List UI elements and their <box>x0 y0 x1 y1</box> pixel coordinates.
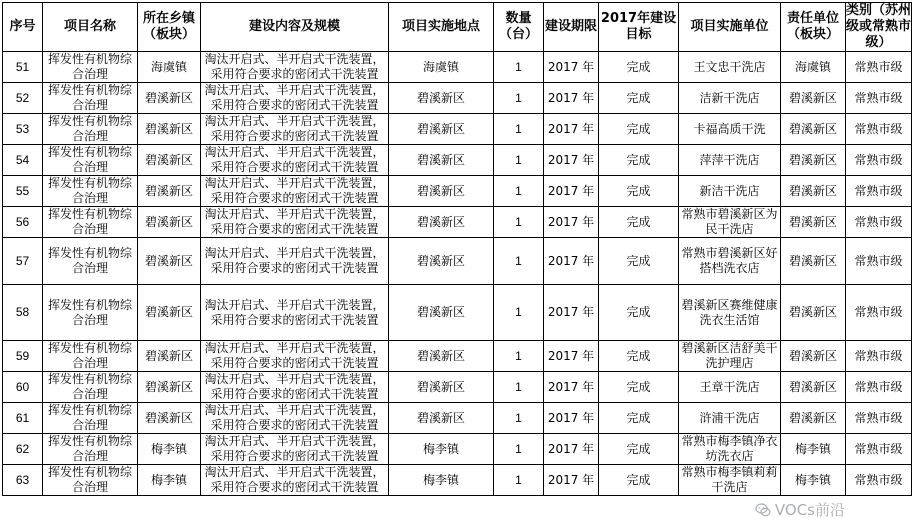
watermark-text: VOCs前沿 <box>774 501 845 519</box>
header-project-name: 项目名称 <box>43 3 138 52</box>
cell-town: 碧溪新区 <box>138 207 201 238</box>
cell-goal: 完成 <box>599 372 679 403</box>
cell-goal: 完成 <box>599 238 679 285</box>
cell-town: 碧溪新区 <box>138 238 201 285</box>
cell-location: 碧溪新区 <box>389 176 494 207</box>
header-town: 所在乡镇（板块） <box>138 3 201 52</box>
cell-period: 2017 年 <box>544 145 599 176</box>
cell-period: 2017 年 <box>544 341 599 372</box>
header-goal: 2017年建设目标 <box>599 3 679 52</box>
cell-responsible: 碧溪新区 <box>781 238 846 285</box>
cell-scope: 淘汰开启式、半开启式干洗装置，采用符合要求的密闭式干洗装置 <box>201 238 389 285</box>
cell-seq: 58 <box>3 285 43 341</box>
table-row <box>3 238 912 285</box>
cell-scope: 淘汰开启式、半开启式干洗装置，采用符合要求的密闭式干洗装置 <box>201 145 389 176</box>
cell-unit: 常熟市碧溪新区为民干洗店 <box>679 207 781 238</box>
cell-project-name: 挥发性有机物综合治理 <box>43 238 138 285</box>
cell-seq: 62 <box>3 434 43 465</box>
cell-period: 2017 年 <box>544 285 599 341</box>
cell-scope: 淘汰开启式、半开启式干洗装置，采用符合要求的密闭式干洗装置 <box>201 207 389 238</box>
cell-location: 碧溪新区 <box>389 238 494 285</box>
cell-goal: 完成 <box>599 145 679 176</box>
table-row <box>3 207 912 238</box>
cell-unit: 萍萍干洗店 <box>679 145 781 176</box>
cell-responsible: 海虞镇 <box>781 52 846 83</box>
cell-goal: 完成 <box>599 403 679 434</box>
cell-location: 梅李镇 <box>389 434 494 465</box>
cell-project-name: 挥发性有机物综合治理 <box>43 372 138 403</box>
cell-responsible: 碧溪新区 <box>781 285 846 341</box>
cell-location: 碧溪新区 <box>389 285 494 341</box>
cell-location: 碧溪新区 <box>389 145 494 176</box>
cell-category: 常熟市级 <box>846 285 912 341</box>
cell-location: 碧溪新区 <box>389 83 494 114</box>
table-row <box>3 83 912 114</box>
cell-town: 碧溪新区 <box>138 403 201 434</box>
cell-responsible: 梅李镇 <box>781 434 846 465</box>
table-row <box>3 176 912 207</box>
cell-period: 2017 年 <box>544 176 599 207</box>
cell-project-name: 挥发性有机物综合治理 <box>43 207 138 238</box>
header-unit: 项目实施单位 <box>679 3 781 52</box>
cell-quantity: 1 <box>494 83 544 114</box>
table-row <box>3 372 912 403</box>
cell-responsible: 碧溪新区 <box>781 176 846 207</box>
cell-quantity: 1 <box>494 52 544 83</box>
cell-project-name: 挥发性有机物综合治理 <box>43 285 138 341</box>
header-scope: 建设内容及规模 <box>201 3 389 52</box>
header-category: 类别（苏州级或常熟市级） <box>846 3 912 50</box>
cell-quantity: 1 <box>494 145 544 176</box>
cell-location: 碧溪新区 <box>389 114 494 145</box>
table-row <box>3 434 912 465</box>
cell-quantity: 1 <box>494 285 544 341</box>
cell-goal: 完成 <box>599 285 679 341</box>
cell-period: 2017 年 <box>544 52 599 83</box>
table-row <box>3 52 912 83</box>
cell-project-name: 挥发性有机物综合治理 <box>43 176 138 207</box>
cell-project-name: 挥发性有机物综合治理 <box>43 434 138 465</box>
cell-responsible: 碧溪新区 <box>781 83 846 114</box>
cell-responsible: 碧溪新区 <box>781 341 846 372</box>
cell-seq: 56 <box>3 207 43 238</box>
cell-unit: 新洁干洗店 <box>679 176 781 207</box>
cell-goal: 完成 <box>599 176 679 207</box>
cell-period: 2017 年 <box>544 238 599 285</box>
cell-goal: 完成 <box>599 434 679 465</box>
cell-seq: 61 <box>3 403 43 434</box>
cell-project-name: 挥发性有机物综合治理 <box>43 145 138 176</box>
header-responsible: 责任单位（板块） <box>781 3 846 52</box>
cell-location: 碧溪新区 <box>389 341 494 372</box>
cell-scope: 淘汰开启式、半开启式干洗装置，采用符合要求的密闭式干洗装置 <box>201 176 389 207</box>
cell-goal: 完成 <box>599 465 679 496</box>
cell-category: 常熟市级 <box>846 372 912 403</box>
cell-category: 常熟市级 <box>846 465 912 496</box>
header-seq: 序号 <box>3 3 43 52</box>
cell-project-name: 挥发性有机物综合治理 <box>43 403 138 434</box>
cell-quantity: 1 <box>494 238 544 285</box>
cell-goal: 完成 <box>599 341 679 372</box>
cell-responsible: 碧溪新区 <box>781 207 846 238</box>
wechat-icon <box>755 502 771 518</box>
cell-category: 常熟市级 <box>846 341 912 372</box>
cell-category: 常熟市级 <box>846 114 912 145</box>
cell-category: 常熟市级 <box>846 403 912 434</box>
cell-location: 碧溪新区 <box>389 403 494 434</box>
cell-quantity: 1 <box>494 176 544 207</box>
cell-town: 海虞镇 <box>138 52 201 83</box>
table-row <box>3 145 912 176</box>
cell-seq: 57 <box>3 238 43 285</box>
cell-seq: 59 <box>3 341 43 372</box>
cell-project-name: 挥发性有机物综合治理 <box>43 465 138 496</box>
cell-unit: 碧溪新区洁舒美干洗护理店 <box>679 341 781 372</box>
header-quantity: 数量（台） <box>494 3 544 52</box>
cell-period: 2017 年 <box>544 372 599 403</box>
cell-category: 常熟市级 <box>846 207 912 238</box>
cell-scope: 淘汰开启式、半开启式干洗装置，采用符合要求的密闭式干洗装置 <box>201 114 389 145</box>
cell-seq: 52 <box>3 83 43 114</box>
cell-location: 梅李镇 <box>389 465 494 496</box>
cell-project-name: 挥发性有机物综合治理 <box>43 52 138 83</box>
cell-goal: 完成 <box>599 83 679 114</box>
cell-town: 碧溪新区 <box>138 341 201 372</box>
cell-goal: 完成 <box>599 114 679 145</box>
cell-quantity: 1 <box>494 465 544 496</box>
cell-category: 常熟市级 <box>846 176 912 207</box>
cell-period: 2017 年 <box>544 114 599 145</box>
cell-responsible: 碧溪新区 <box>781 114 846 145</box>
cell-unit: 王章干洗店 <box>679 372 781 403</box>
cell-seq: 51 <box>3 52 43 83</box>
cell-town: 碧溪新区 <box>138 372 201 403</box>
cell-period: 2017 年 <box>544 83 599 114</box>
cell-seq: 60 <box>3 372 43 403</box>
cell-seq: 53 <box>3 114 43 145</box>
cell-responsible: 碧溪新区 <box>781 372 846 403</box>
watermark <box>755 499 845 520</box>
cell-period: 2017 年 <box>544 465 599 496</box>
cell-town: 梅李镇 <box>138 434 201 465</box>
cell-scope: 淘汰开启式、半开启式干洗装置，采用符合要求的密闭式干洗装置 <box>201 465 389 496</box>
cell-scope: 淘汰开启式、半开启式干洗装置，采用符合要求的密闭式干洗装置 <box>201 403 389 434</box>
cell-town: 碧溪新区 <box>138 114 201 145</box>
cell-unit: 碧溪新区赛维健康洗衣生活馆 <box>679 285 781 341</box>
cell-category: 常熟市级 <box>846 434 912 465</box>
cell-quantity: 1 <box>494 434 544 465</box>
header-row <box>3 3 912 52</box>
cell-unit: 常熟市碧溪新区好搭档洗衣店 <box>679 238 781 285</box>
cell-location: 海虞镇 <box>389 52 494 83</box>
project-table <box>2 2 912 496</box>
cell-unit: 浒浦干洗店 <box>679 403 781 434</box>
cell-responsible: 碧溪新区 <box>781 145 846 176</box>
cell-scope: 淘汰开启式、半开启式干洗装置，采用符合要求的密闭式干洗装置 <box>201 434 389 465</box>
cell-unit: 常熟市梅李镇莉莉干洗店 <box>679 465 781 496</box>
cell-seq: 55 <box>3 176 43 207</box>
cell-quantity: 1 <box>494 114 544 145</box>
header-location: 项目实施地点 <box>389 3 494 52</box>
cell-seq: 63 <box>3 465 43 496</box>
cell-project-name: 挥发性有机物综合治理 <box>43 83 138 114</box>
table-row <box>3 285 912 341</box>
cell-town: 梅李镇 <box>138 465 201 496</box>
table-row <box>3 403 912 434</box>
cell-unit: 常熟市梅李镇净衣坊洗衣店 <box>679 434 781 465</box>
cell-quantity: 1 <box>494 341 544 372</box>
cell-unit: 王文忠干洗店 <box>679 52 781 83</box>
table-row <box>3 465 912 496</box>
cell-scope: 淘汰开启式、半开启式干洗装置，采用符合要求的密闭式干洗装置 <box>201 52 389 83</box>
cell-project-name: 挥发性有机物综合治理 <box>43 114 138 145</box>
cell-period: 2017 年 <box>544 434 599 465</box>
cell-scope: 淘汰开启式、半开启式干洗装置，采用符合要求的密闭式干洗装置 <box>201 285 389 341</box>
cell-category: 常熟市级 <box>846 145 912 176</box>
cell-town: 碧溪新区 <box>138 176 201 207</box>
cell-goal: 完成 <box>599 52 679 83</box>
cell-period: 2017 年 <box>544 403 599 434</box>
table-row <box>3 114 912 145</box>
table-row <box>3 341 912 372</box>
header-period: 建设期限 <box>544 3 599 52</box>
cell-category: 常熟市级 <box>846 83 912 114</box>
cell-period: 2017 年 <box>544 207 599 238</box>
cell-quantity: 1 <box>494 403 544 434</box>
cell-town: 碧溪新区 <box>138 285 201 341</box>
cell-location: 碧溪新区 <box>389 207 494 238</box>
cell-project-name: 挥发性有机物综合治理 <box>43 341 138 372</box>
cell-unit: 卡福高质干洗 <box>679 114 781 145</box>
cell-scope: 淘汰开启式、半开启式干洗装置，采用符合要求的密闭式干洗装置 <box>201 83 389 114</box>
cell-town: 碧溪新区 <box>138 145 201 176</box>
cell-quantity: 1 <box>494 372 544 403</box>
cell-location: 碧溪新区 <box>389 372 494 403</box>
cell-quantity: 1 <box>494 207 544 238</box>
cell-town: 碧溪新区 <box>138 83 201 114</box>
cell-goal: 完成 <box>599 207 679 238</box>
cell-responsible: 梅李镇 <box>781 465 846 496</box>
cell-category: 常熟市级 <box>846 52 912 83</box>
cell-scope: 淘汰开启式、半开启式干洗装置，采用符合要求的密闭式干洗装置 <box>201 372 389 403</box>
cell-responsible: 碧溪新区 <box>781 403 846 434</box>
cell-scope: 淘汰开启式、半开启式干洗装置，采用符合要求的密闭式干洗装置 <box>201 341 389 372</box>
cell-seq: 54 <box>3 145 43 176</box>
cell-category: 常熟市级 <box>846 238 912 285</box>
cell-unit: 洁新干洗店 <box>679 83 781 114</box>
